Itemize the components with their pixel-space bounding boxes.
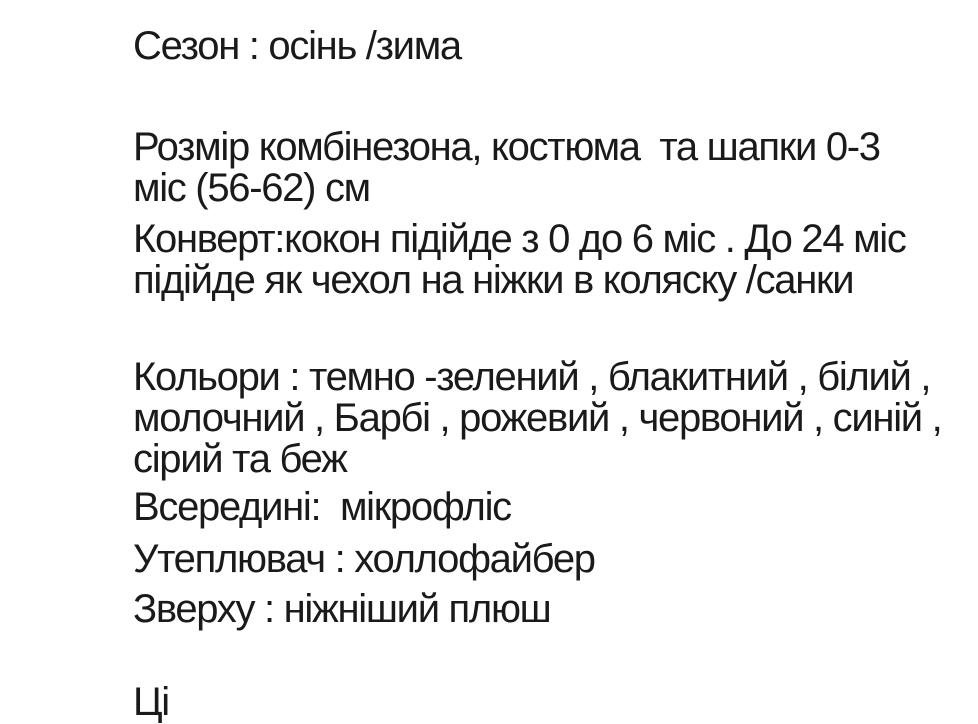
- truncated-bottom-line: [133, 682, 938, 723]
- text-line: Конверт:кокон підійде з 0 до 6 міс . До 24 міс: [133, 217, 906, 261]
- season-text: [133, 26, 938, 67]
- text-line: Кольори : темно -зелений , блакитний , білий ,: [133, 355, 931, 399]
- outer-material-text: [133, 589, 938, 630]
- size-text: [133, 127, 938, 209]
- insulation-text: [133, 539, 938, 580]
- envelope-usage-text: [133, 219, 938, 301]
- text-line: Сезон : осінь /зима: [133, 24, 461, 68]
- text-line: Всередині: мікрофліс: [133, 485, 511, 529]
- text-line: Зверху : ніжніший плюш: [133, 587, 551, 631]
- text-line: Розмір комбінезона, костюма та шапки 0-3: [133, 125, 880, 169]
- text-line: міс (56-62) см: [133, 166, 370, 210]
- text-line: сірий та беж: [133, 437, 347, 481]
- colors-text: [133, 355, 942, 481]
- text-line: Ці: [133, 680, 169, 724]
- text-line: підійде як чехол на ніжки в коляску /санки: [133, 258, 854, 302]
- text-line: Утеплювач : холлофайбер: [133, 537, 595, 581]
- text-line: молочний , Барбі , рожевий , червоний , синій ,: [133, 396, 942, 440]
- inner-material-text: [133, 487, 938, 528]
